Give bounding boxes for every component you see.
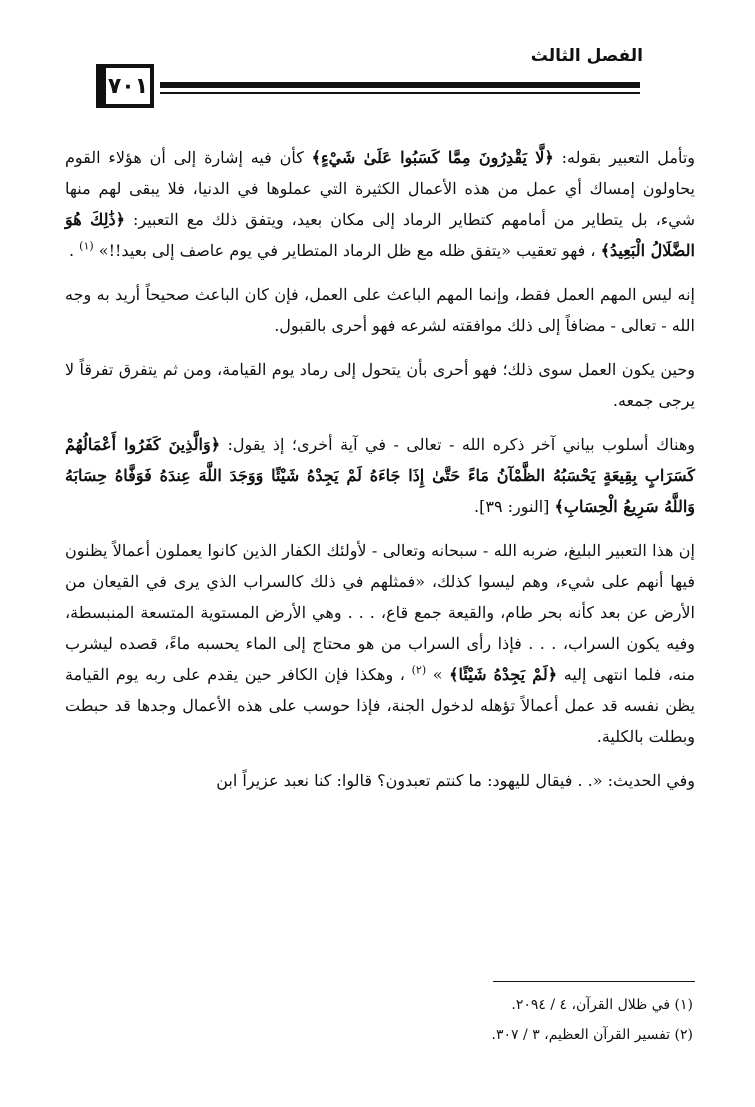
paragraph-3: وحين يكون العمل سوى ذلك؛ فهو أحرى بأن يتحول إلى رماد يوم القيامة، ومن ثم يتفرق تفرقاً لا يرجى جمعه.	[65, 360, 695, 410]
paragraph-4	[65, 429, 695, 522]
text-run: ، وهكذا فإن الكافر حين يقدم على ربه يوم القيامة يظن نفسه قد عمل أعمالاً تؤهله لدخول الجنة، فإذا حوسب على هذه الأعمال وجدها قد حبطت وبطلت بالكلية.	[65, 665, 695, 746]
page-number: ٧٠١	[96, 64, 154, 108]
footnote-ref[interactable]: (٢)	[411, 663, 427, 677]
text-run: كأن فيه إشارة إلى أن هؤلاء القوم يحاولون إمساك أي عمل من هذه الأعمال الكثيرة التي عملوها في الدنيا، فلا يبقى لهم منها شيء، بل يتطاير من أمامهم كتطاير الرماد إلى مكان بعيد، ويتفق ذلك مع التعبير:	[65, 148, 695, 229]
paragraph-6: وفي الحديث: «. . فيقال لليهود: ما كنتم تعبدون؟ قالوا: كنا نعبد عزيراً ابن	[216, 771, 695, 790]
text-run: [النور: ٣٩].	[474, 497, 550, 516]
chapter-title: الفصل الثالث	[530, 46, 643, 66]
text-run: وتأمل التعبير بقوله:	[553, 148, 696, 167]
footnote: (١) في ظلال القرآن، ٤ / ٢٠٩٤.	[511, 997, 693, 1013]
header-rule	[160, 82, 640, 88]
text-run: .	[68, 241, 75, 260]
text-run: وهناك أسلوب بياني آخر ذكره الله - تعالى - في آية أخرى؛ إذ يقول:	[220, 435, 695, 454]
paragraph-1	[65, 142, 695, 266]
text-run: ، فهو تعقيب «يتفق ظله مع ظل الرماد المتطاير في يوم عاصف إلى بعيد!!»	[98, 241, 596, 260]
main-text	[65, 142, 695, 809]
footnote-ref[interactable]: (١)	[79, 239, 94, 253]
quran-verse: ﴿لَّا يَقْدِرُونَ مِمَّا كَسَبُوا عَلَىٰ شَيْءٍ﴾	[311, 148, 554, 167]
quran-verse: ﴿وَالَّذِينَ كَفَرُوا أَعْمَالُهُمْ كَسَرَابٍ بِقِيعَةٍ يَحْسَبُهُ الظَّمْآنُ مَاءً حَتَّىٰ إِذَا جَاءَهُ لَمْ يَجِدْهُ شَيْئًا وَوَجَدَ اللَّهَ عِندَهُ فَوَفَّاهُ حِسَابَهُ وَاللَّهُ سَرِيعُ الْحِسَابِ﴾	[65, 435, 695, 516]
quran-verse: ﴿ذَٰلِكَ هُوَ الضَّلَالُ الْبَعِيدُ﴾	[65, 210, 695, 260]
quran-verse: ﴿لَمْ يَجِدْهُ شَيْئًا﴾	[449, 665, 558, 684]
footnotes	[63, 990, 693, 1050]
paragraph-2: إنه ليس المهم العمل فقط، وإنما المهم الباعث على العمل، فإن كان الباعث صحيحاً أريد به وجه الله - تعالى - مضافاً إلى ذلك موافقته لشرعه فهو أحرى بالقبول.	[65, 285, 695, 335]
footnote-separator	[493, 981, 695, 982]
header-rule-thin	[160, 92, 640, 94]
text-run: إن هذا التعبير البليغ، ضربه الله - سبحانه وتعالى - لأولئك الكفار الذين كانوا يعملون أعمالاً يظنون فيها أنهم على شيء، وهم ليسوا كذلك، «فمثلهم في ذلك كالسراب الذي يرى في القيعان من الأرض عن بعد كأنه بحر طام، والقيعة جمع قاع، . . . وهي الأرض المستوية المتسعة المنبسطة، وفيه يكون السراب، . . . فإذا رأى السراب من هو محتاج إلى الماء يحسبه ماءً، قصده ليشرب منه، فلما انتهى إليه	[65, 541, 696, 684]
footnote: (٢) تفسير القرآن العظيم، ٣ / ٣٠٧.	[491, 1027, 693, 1043]
paragraph-5	[65, 535, 695, 752]
text-run: »	[432, 665, 443, 684]
